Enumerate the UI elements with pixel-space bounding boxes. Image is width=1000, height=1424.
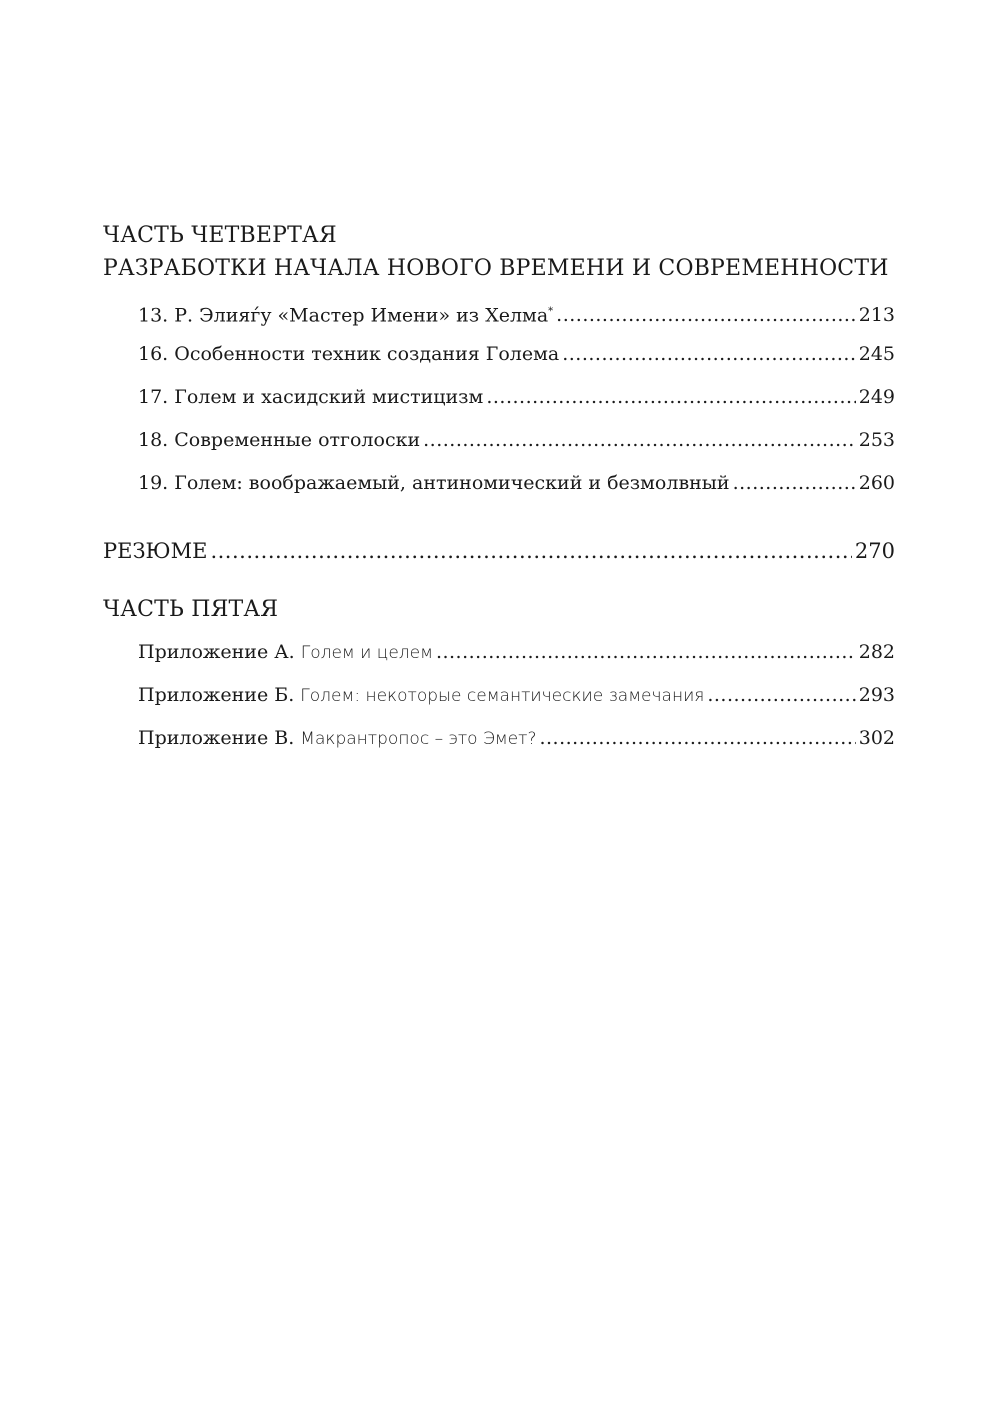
toc-entry-page: 282 (858, 641, 895, 663)
dot-leader (436, 631, 856, 674)
toc-entry-label: Приложение Б. Голем: некоторые семантические замечания (138, 684, 705, 706)
part-four-entries (103, 290, 895, 505)
toc-entry-page: 253 (858, 429, 895, 451)
toc-entry-label: Приложение А. Голем и целем (138, 641, 433, 663)
toc-entry-page: 245 (858, 343, 895, 365)
table-of-contents (103, 219, 895, 760)
dot-leader (562, 333, 856, 376)
dot-leader (210, 530, 851, 573)
toc-entry-page: 260 (858, 472, 895, 494)
dot-leader (539, 717, 855, 760)
toc-entry[interactable] (103, 462, 895, 505)
toc-entry-page: 293 (858, 684, 895, 706)
part-five-entries (103, 631, 895, 760)
toc-entry-label: 13. Р. Элияѓу «Мастер Имени» из Хелма* (138, 304, 554, 327)
part-four-subtitle: РАЗРАБОТКИ НАЧАЛА НОВОГО ВРЕМЕНИ И СОВРЕМЕННОСТИ (103, 256, 889, 281)
toc-entry-page: 249 (858, 386, 895, 408)
toc-entry-page: 302 (858, 727, 895, 749)
footnote-marker: * (548, 306, 554, 317)
toc-entry-label: 16. Особенности техник создания Голема (138, 343, 560, 365)
toc-entry-appendix[interactable] (103, 717, 895, 760)
dot-leader (733, 462, 856, 505)
toc-entry-summary[interactable] (103, 530, 895, 573)
toc-entry-label: РЕЗЮМЕ (103, 539, 208, 563)
dot-leader (556, 294, 856, 337)
toc-entry-label: 18. Современные отголоски (138, 429, 421, 451)
dot-leader (486, 376, 855, 419)
spacer (103, 573, 895, 593)
toc-entry[interactable] (103, 419, 895, 462)
part-four-heading: ЧАСТЬ ЧЕТВЕРТАЯ (103, 223, 337, 248)
dot-leader (707, 674, 855, 717)
toc-entry-page: 270 (854, 539, 895, 563)
spacer (103, 505, 895, 530)
toc-entry[interactable] (103, 333, 895, 376)
toc-entry-label: 17. Голем и хасидский мистицизм (138, 386, 484, 408)
toc-entry-label: 19. Голем: воображаемый, антиномический и безмолвный (138, 472, 730, 494)
toc-entry-appendix[interactable] (103, 674, 895, 717)
dot-leader (423, 419, 856, 462)
toc-entry-page: 213 (858, 304, 895, 327)
part-five-heading: ЧАСТЬ ПЯТАЯ (103, 597, 279, 622)
toc-entry[interactable] (103, 290, 895, 333)
toc-entry-label: Приложение В. Макрантропос – это Эмет? (138, 727, 537, 749)
toc-entry[interactable] (103, 376, 895, 419)
toc-entry-appendix[interactable] (103, 631, 895, 674)
